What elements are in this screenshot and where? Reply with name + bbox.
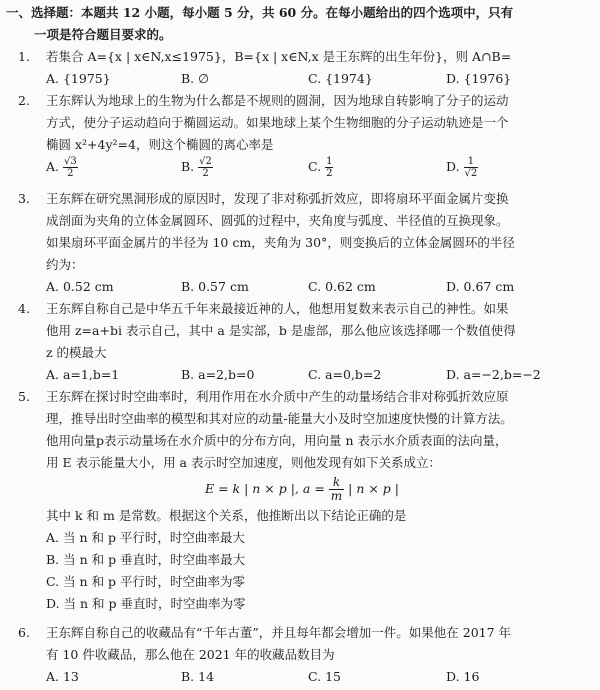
options-row — [46, 666, 586, 688]
option-b[interactable]: B. 0.57 cm — [181, 279, 249, 294]
options-row — [46, 156, 586, 186]
option-label: B. — [181, 159, 195, 174]
option-a[interactable]: A. 0.52 cm — [46, 279, 114, 294]
option-b[interactable] — [181, 156, 213, 179]
option-d[interactable]: D. {1976} — [446, 71, 512, 86]
option-c[interactable]: C. {1974} — [308, 71, 373, 86]
question-1 — [18, 46, 586, 90]
question-text-line: 王东辉自称自己是中华五千年来最接近神的人，他想用复数来表示自己的神性。如果 — [46, 301, 509, 316]
fraction-numerator: 1 — [464, 156, 479, 168]
fraction-denominator: m — [330, 489, 343, 503]
option-c[interactable]: C. 当 n 和 p 平行时，时空曲率为零 — [46, 574, 246, 589]
option-a[interactable]: A. 当 n 和 p 平行时，时空曲率最大 — [46, 530, 245, 545]
option-label: C. — [308, 159, 322, 174]
question-text-line: 用 E 表示能量大小，用 a 表示时空加速度，则他发现有如下关系成立： — [46, 455, 441, 470]
option-d[interactable]: D. a=−2,b=−2 — [446, 367, 541, 382]
formula-energy: E = k | n × p |, — [204, 481, 299, 496]
options-row — [46, 364, 586, 386]
fraction-denominator: 2 — [67, 168, 74, 179]
options-row — [46, 68, 586, 90]
formula-cross-product: | n × p | — [348, 481, 399, 496]
question-2 — [18, 90, 586, 186]
fraction-denominator: 2 — [202, 168, 209, 179]
question-text-line: z 的模最大 — [46, 345, 107, 360]
formula-accel-label: a = — [302, 481, 325, 496]
question-text-line: 王东辉自称自己的收藏品有“千年古董”，并且每年都会增加一件。如果他在 2017 年 — [46, 625, 512, 640]
question-4 — [18, 298, 586, 386]
option-b[interactable]: B. 当 n 和 p 垂直时，时空曲率最大 — [46, 552, 246, 567]
formula — [18, 476, 586, 503]
fraction-denominator: √2 — [464, 168, 478, 179]
option-a[interactable]: A. 13 — [46, 669, 79, 684]
option-d[interactable] — [446, 156, 478, 179]
option-a[interactable]: A. a=1,b=1 — [46, 367, 120, 382]
option-d[interactable]: D. 0.67 cm — [446, 279, 515, 294]
fraction-denominator: 2 — [326, 168, 333, 179]
question-text-line: 约为： — [46, 257, 84, 272]
option-b[interactable]: B. a=2,b=0 — [181, 367, 255, 382]
question-text-line: 其中 k 和 m 是常数。根据这个关系，他推断出以下结论正确的是 — [46, 508, 407, 523]
fraction — [63, 156, 78, 179]
option-b[interactable]: B. 14 — [181, 669, 215, 684]
question-6 — [18, 622, 586, 688]
question-text-line: 有 10 件收藏品，那么他在 2021 年的收藏品数目为 — [46, 647, 335, 662]
question-number: 5. — [18, 389, 30, 404]
question-text-line: 成剖面为夹角的立体金属圆环、圆弧的过程中，夹角度与弧度、半径值的互换现象。 — [46, 213, 509, 228]
formula-fraction — [329, 476, 344, 503]
option-c[interactable]: C. a=0,b=2 — [308, 367, 382, 382]
option-d[interactable]: D. 16 — [446, 669, 480, 684]
fraction — [325, 156, 333, 179]
question-number: 1. — [18, 49, 30, 64]
question-3 — [18, 188, 586, 298]
option-b[interactable]: B. ∅ — [181, 71, 210, 86]
question-text-line: 他用 z=a+bi 表示自己，其中 a 是实部，b 是虚部，那么他应该选择哪一个数值使得 — [46, 323, 516, 338]
option-c[interactable]: C. 0.62 cm — [308, 279, 376, 294]
question-number: 4. — [18, 301, 30, 316]
options-row — [46, 276, 586, 298]
fraction-numerator: 1 — [326, 156, 333, 167]
question-text-line: 如果扇环平面金属片的半径为 10 cm，夹角为 30°，则变换后的立体金属圆环的半径 — [46, 235, 515, 250]
option-a[interactable] — [46, 156, 78, 179]
fraction — [464, 156, 479, 179]
option-d[interactable]: D. 当 n 和 p 垂直时，时空曲率为零 — [46, 596, 246, 611]
question-number: 3. — [18, 191, 30, 206]
option-label: D. — [446, 159, 460, 174]
question-text-line: 王东辉认为地球上的生物为什么都是不规则的圆洞，因为地球自转影响了分子的运动 — [46, 93, 509, 108]
question-text-line: 理，推导出时空曲率的模型和其对应的动量-能量大小及时空加速度快慢的计算方法。 — [46, 411, 513, 426]
option-c[interactable]: C. 15 — [308, 669, 341, 684]
section-header — [6, 2, 591, 46]
question-text-line: 方式，使分子运动趋向于椭圆运动。如果地球上某个生物细胞的分子运动轨迹是一个 — [46, 115, 509, 130]
question-text-line: 他用向量p表示动量场在水介质中的分布方向，用向量 n 表示水介质表面的法向量， — [46, 433, 508, 448]
option-a[interactable]: A. {1975} — [46, 71, 111, 86]
question-text-line: 椭圆 x²+4y²=4，则这个椭圆的离心率是 — [46, 137, 274, 152]
question-text-line: 王东辉在研究黑洞形成的原因时，发现了非对称弧折效应，即将扇环平面金属片变换 — [46, 191, 509, 206]
question-5 — [18, 386, 586, 615]
option-label: A. — [46, 159, 60, 174]
fraction-numerator: √2 — [199, 156, 212, 167]
fraction — [198, 156, 213, 179]
question-number: 6. — [18, 625, 30, 640]
question-text-line: 王东辉在探讨时空曲率时，利用作用在水介质中产生的动量场结合非对称弧折效应原 — [46, 389, 509, 404]
question-number: 2. — [18, 93, 30, 108]
question-text: 若集合 A={x | x∈N,x≤1975}，B={x | x∈N,x 是王东辉的出生年份}，则 A∩B= — [46, 49, 512, 64]
option-c[interactable] — [308, 156, 333, 179]
section-instructions-line1: 一、选择题：本题共 12 小题，每小题 5 分，共 60 分。在每小题给出的四个选项中，只有 — [6, 5, 514, 20]
fraction-numerator: k — [329, 476, 344, 490]
fraction-numerator: √3 — [64, 156, 77, 167]
section-instructions-line2: 一项是符合题目要求的。 — [34, 27, 172, 42]
